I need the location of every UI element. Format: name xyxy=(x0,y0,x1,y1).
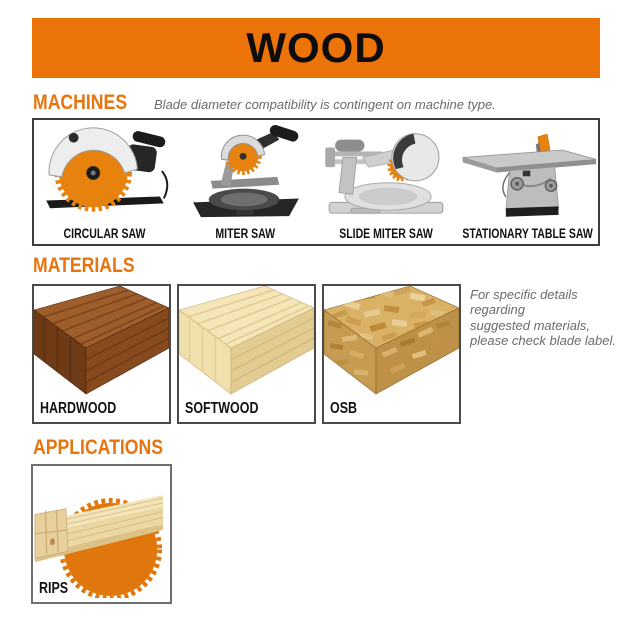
osb-image xyxy=(324,286,459,396)
machine-item-miter-saw xyxy=(175,120,316,244)
slide-miter-saw-icon xyxy=(316,120,457,226)
machine-label: CIRCULAR SAW xyxy=(63,226,146,241)
miter-saw-icon xyxy=(175,120,316,226)
machine-label: STATIONARY TABLE SAW xyxy=(462,226,593,241)
materials-note xyxy=(470,287,622,348)
materials-header xyxy=(33,254,154,278)
machine-label: SLIDE MITER SAW xyxy=(339,226,434,241)
applications-heading: APPLICATIONS xyxy=(33,436,164,459)
application-card-rips xyxy=(31,464,172,604)
machines-note: Blade diameter compatibility is contingent on machine type. xyxy=(154,97,496,112)
wood-banner xyxy=(32,18,600,78)
machine-label: MITER SAW xyxy=(215,226,276,241)
material-label: SOFTWOOD xyxy=(185,400,259,417)
machine-item-circular-saw xyxy=(34,120,175,244)
application-label: RIPS xyxy=(39,580,69,597)
material-card-osb xyxy=(322,284,461,424)
circular-saw-icon xyxy=(34,120,175,226)
rip-cut-image xyxy=(33,466,166,598)
materials-note-line: please check blade label. xyxy=(470,332,616,348)
applications-header xyxy=(33,436,188,460)
machine-item-slide-miter-saw xyxy=(316,120,457,244)
machines-header xyxy=(33,91,496,115)
materials-heading: MATERIALS xyxy=(33,254,135,277)
materials-note-line: For specific details regarding xyxy=(470,287,578,318)
material-card-hardwood xyxy=(32,284,171,424)
softwood-image xyxy=(179,286,314,396)
material-label: OSB xyxy=(330,400,358,417)
page-title: WOOD xyxy=(246,24,386,71)
materials-note-line: suggested materials, xyxy=(470,317,590,333)
stationary-table-saw-icon xyxy=(457,120,598,226)
machines-heading: MACHINES xyxy=(33,91,128,114)
machine-item-stationary-table-saw xyxy=(457,120,598,244)
material-card-softwood xyxy=(177,284,316,424)
hardwood-image xyxy=(34,286,169,396)
material-label: HARDWOOD xyxy=(40,400,117,417)
machines-panel xyxy=(32,118,600,246)
